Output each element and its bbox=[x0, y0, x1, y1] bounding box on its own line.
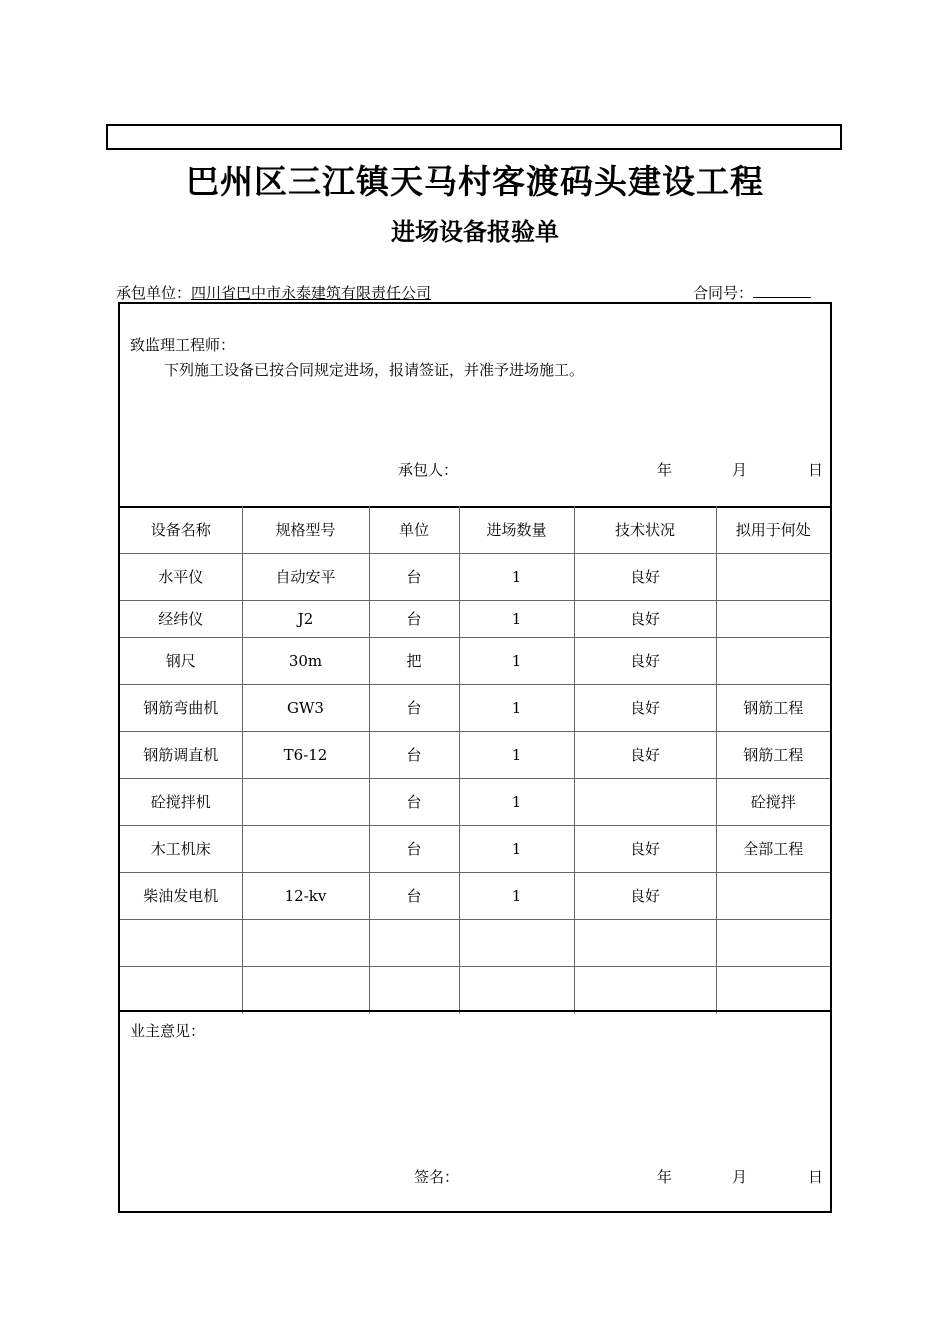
table-cell: 良好 bbox=[574, 684, 716, 731]
table-cell: 台 bbox=[369, 872, 459, 919]
table-cell: 全部工程 bbox=[716, 825, 830, 872]
table-cell bbox=[120, 919, 242, 966]
project-title: 巴州区三江镇天马村客渡码头建设工程 bbox=[186, 162, 764, 201]
request-day: 日 bbox=[808, 461, 824, 479]
table-cell: 台 bbox=[369, 825, 459, 872]
owner-opinion-section bbox=[120, 1010, 830, 1213]
table-cell bbox=[459, 966, 574, 1013]
table-cell bbox=[369, 966, 459, 1013]
table-header-row bbox=[120, 506, 830, 553]
table-cell: 1 bbox=[459, 825, 574, 872]
table-cell bbox=[716, 553, 830, 600]
table-cell: 良好 bbox=[574, 553, 716, 600]
table-cell: 水平仪 bbox=[120, 553, 242, 600]
table-row bbox=[120, 919, 830, 966]
table-cell: 钢筋调直机 bbox=[120, 731, 242, 778]
header-cell: 进场数量 bbox=[459, 506, 574, 553]
table-cell: 钢筋工程 bbox=[716, 731, 830, 778]
header-cell: 设备名称 bbox=[120, 506, 242, 553]
request-section bbox=[120, 304, 830, 508]
table-cell: 1 bbox=[459, 731, 574, 778]
table-cell: 12-kv bbox=[242, 872, 369, 919]
owner-month: 月 bbox=[732, 1168, 748, 1186]
table-cell: 台 bbox=[369, 553, 459, 600]
table-row bbox=[120, 872, 830, 919]
table-cell: 1 bbox=[459, 553, 574, 600]
table-cell: 台 bbox=[369, 600, 459, 637]
table-cell bbox=[716, 872, 830, 919]
table-row bbox=[120, 825, 830, 872]
table-cell: 1 bbox=[459, 600, 574, 637]
equipment-table bbox=[120, 506, 830, 1013]
header-cell: 单位 bbox=[369, 506, 459, 553]
table-cell: 良好 bbox=[574, 872, 716, 919]
table-cell bbox=[242, 919, 369, 966]
contract-number-line bbox=[693, 282, 811, 303]
table-cell: 砼搅拌 bbox=[716, 778, 830, 825]
table-cell: 经纬仪 bbox=[120, 600, 242, 637]
table-cell: 1 bbox=[459, 637, 574, 684]
request-year: 年 bbox=[657, 461, 673, 479]
table-cell bbox=[242, 825, 369, 872]
contractor-signer-label: 承包人： bbox=[398, 461, 459, 479]
addressee: 致监理工程师： bbox=[130, 336, 236, 354]
table-cell bbox=[120, 966, 242, 1013]
contract-number-blank bbox=[753, 283, 811, 298]
owner-day: 日 bbox=[808, 1168, 824, 1186]
table-cell bbox=[369, 919, 459, 966]
owner-sign-label: 签名： bbox=[414, 1168, 460, 1186]
table-cell: 1 bbox=[459, 778, 574, 825]
request-month: 月 bbox=[732, 461, 748, 479]
table-cell: 良好 bbox=[574, 637, 716, 684]
form-title: 进场设备报验单 bbox=[391, 218, 559, 246]
table-cell: 台 bbox=[369, 731, 459, 778]
table-cell: J2 bbox=[242, 600, 369, 637]
table-cell bbox=[716, 966, 830, 1013]
table-row bbox=[120, 637, 830, 684]
table-cell bbox=[574, 966, 716, 1013]
table-cell: 柴油发电机 bbox=[120, 872, 242, 919]
table-cell bbox=[574, 778, 716, 825]
table-cell: 台 bbox=[369, 778, 459, 825]
table-row bbox=[120, 966, 830, 1013]
inspection-form bbox=[118, 302, 832, 1213]
table-cell: 钢尺 bbox=[120, 637, 242, 684]
table-cell bbox=[716, 919, 830, 966]
table-cell: T6-12 bbox=[242, 731, 369, 778]
table-cell bbox=[459, 919, 574, 966]
request-message: 下列施工设备已按合同规定进场，报请签证，并准予进场施工。 bbox=[164, 361, 585, 379]
contractor-line bbox=[116, 282, 431, 303]
table-cell: 30m bbox=[242, 637, 369, 684]
table-cell bbox=[574, 919, 716, 966]
table-cell bbox=[716, 600, 830, 637]
table-cell: 良好 bbox=[574, 731, 716, 778]
contractor-name: 四川省巴中市永泰建筑有限责任公司 bbox=[191, 284, 432, 302]
table-cell bbox=[242, 966, 369, 1013]
header-cell: 拟用于何处 bbox=[716, 506, 830, 553]
table-row bbox=[120, 778, 830, 825]
table-cell: 砼搅拌机 bbox=[120, 778, 242, 825]
header-cell: 规格型号 bbox=[242, 506, 369, 553]
table-row bbox=[120, 600, 830, 637]
table-cell: 钢筋弯曲机 bbox=[120, 684, 242, 731]
contractor-label: 承包单位： bbox=[116, 284, 192, 302]
table-cell: 木工机床 bbox=[120, 825, 242, 872]
table-row bbox=[120, 731, 830, 778]
table-cell bbox=[716, 637, 830, 684]
owner-opinion-label: 业主意见： bbox=[130, 1022, 206, 1040]
owner-year: 年 bbox=[657, 1168, 673, 1186]
table-cell: 把 bbox=[369, 637, 459, 684]
table-cell: 台 bbox=[369, 684, 459, 731]
table-cell: 1 bbox=[459, 872, 574, 919]
table-cell: 良好 bbox=[574, 600, 716, 637]
table-cell: GW3 bbox=[242, 684, 369, 731]
table-cell: 自动安平 bbox=[242, 553, 369, 600]
header-cell: 技术状况 bbox=[574, 506, 716, 553]
table-row bbox=[120, 684, 830, 731]
header-box bbox=[106, 124, 842, 150]
table-row bbox=[120, 553, 830, 600]
table-cell: 良好 bbox=[574, 825, 716, 872]
table-cell: 1 bbox=[459, 684, 574, 731]
table-cell bbox=[242, 778, 369, 825]
contract-label: 合同号： bbox=[693, 284, 754, 302]
table-cell: 钢筋工程 bbox=[716, 684, 830, 731]
